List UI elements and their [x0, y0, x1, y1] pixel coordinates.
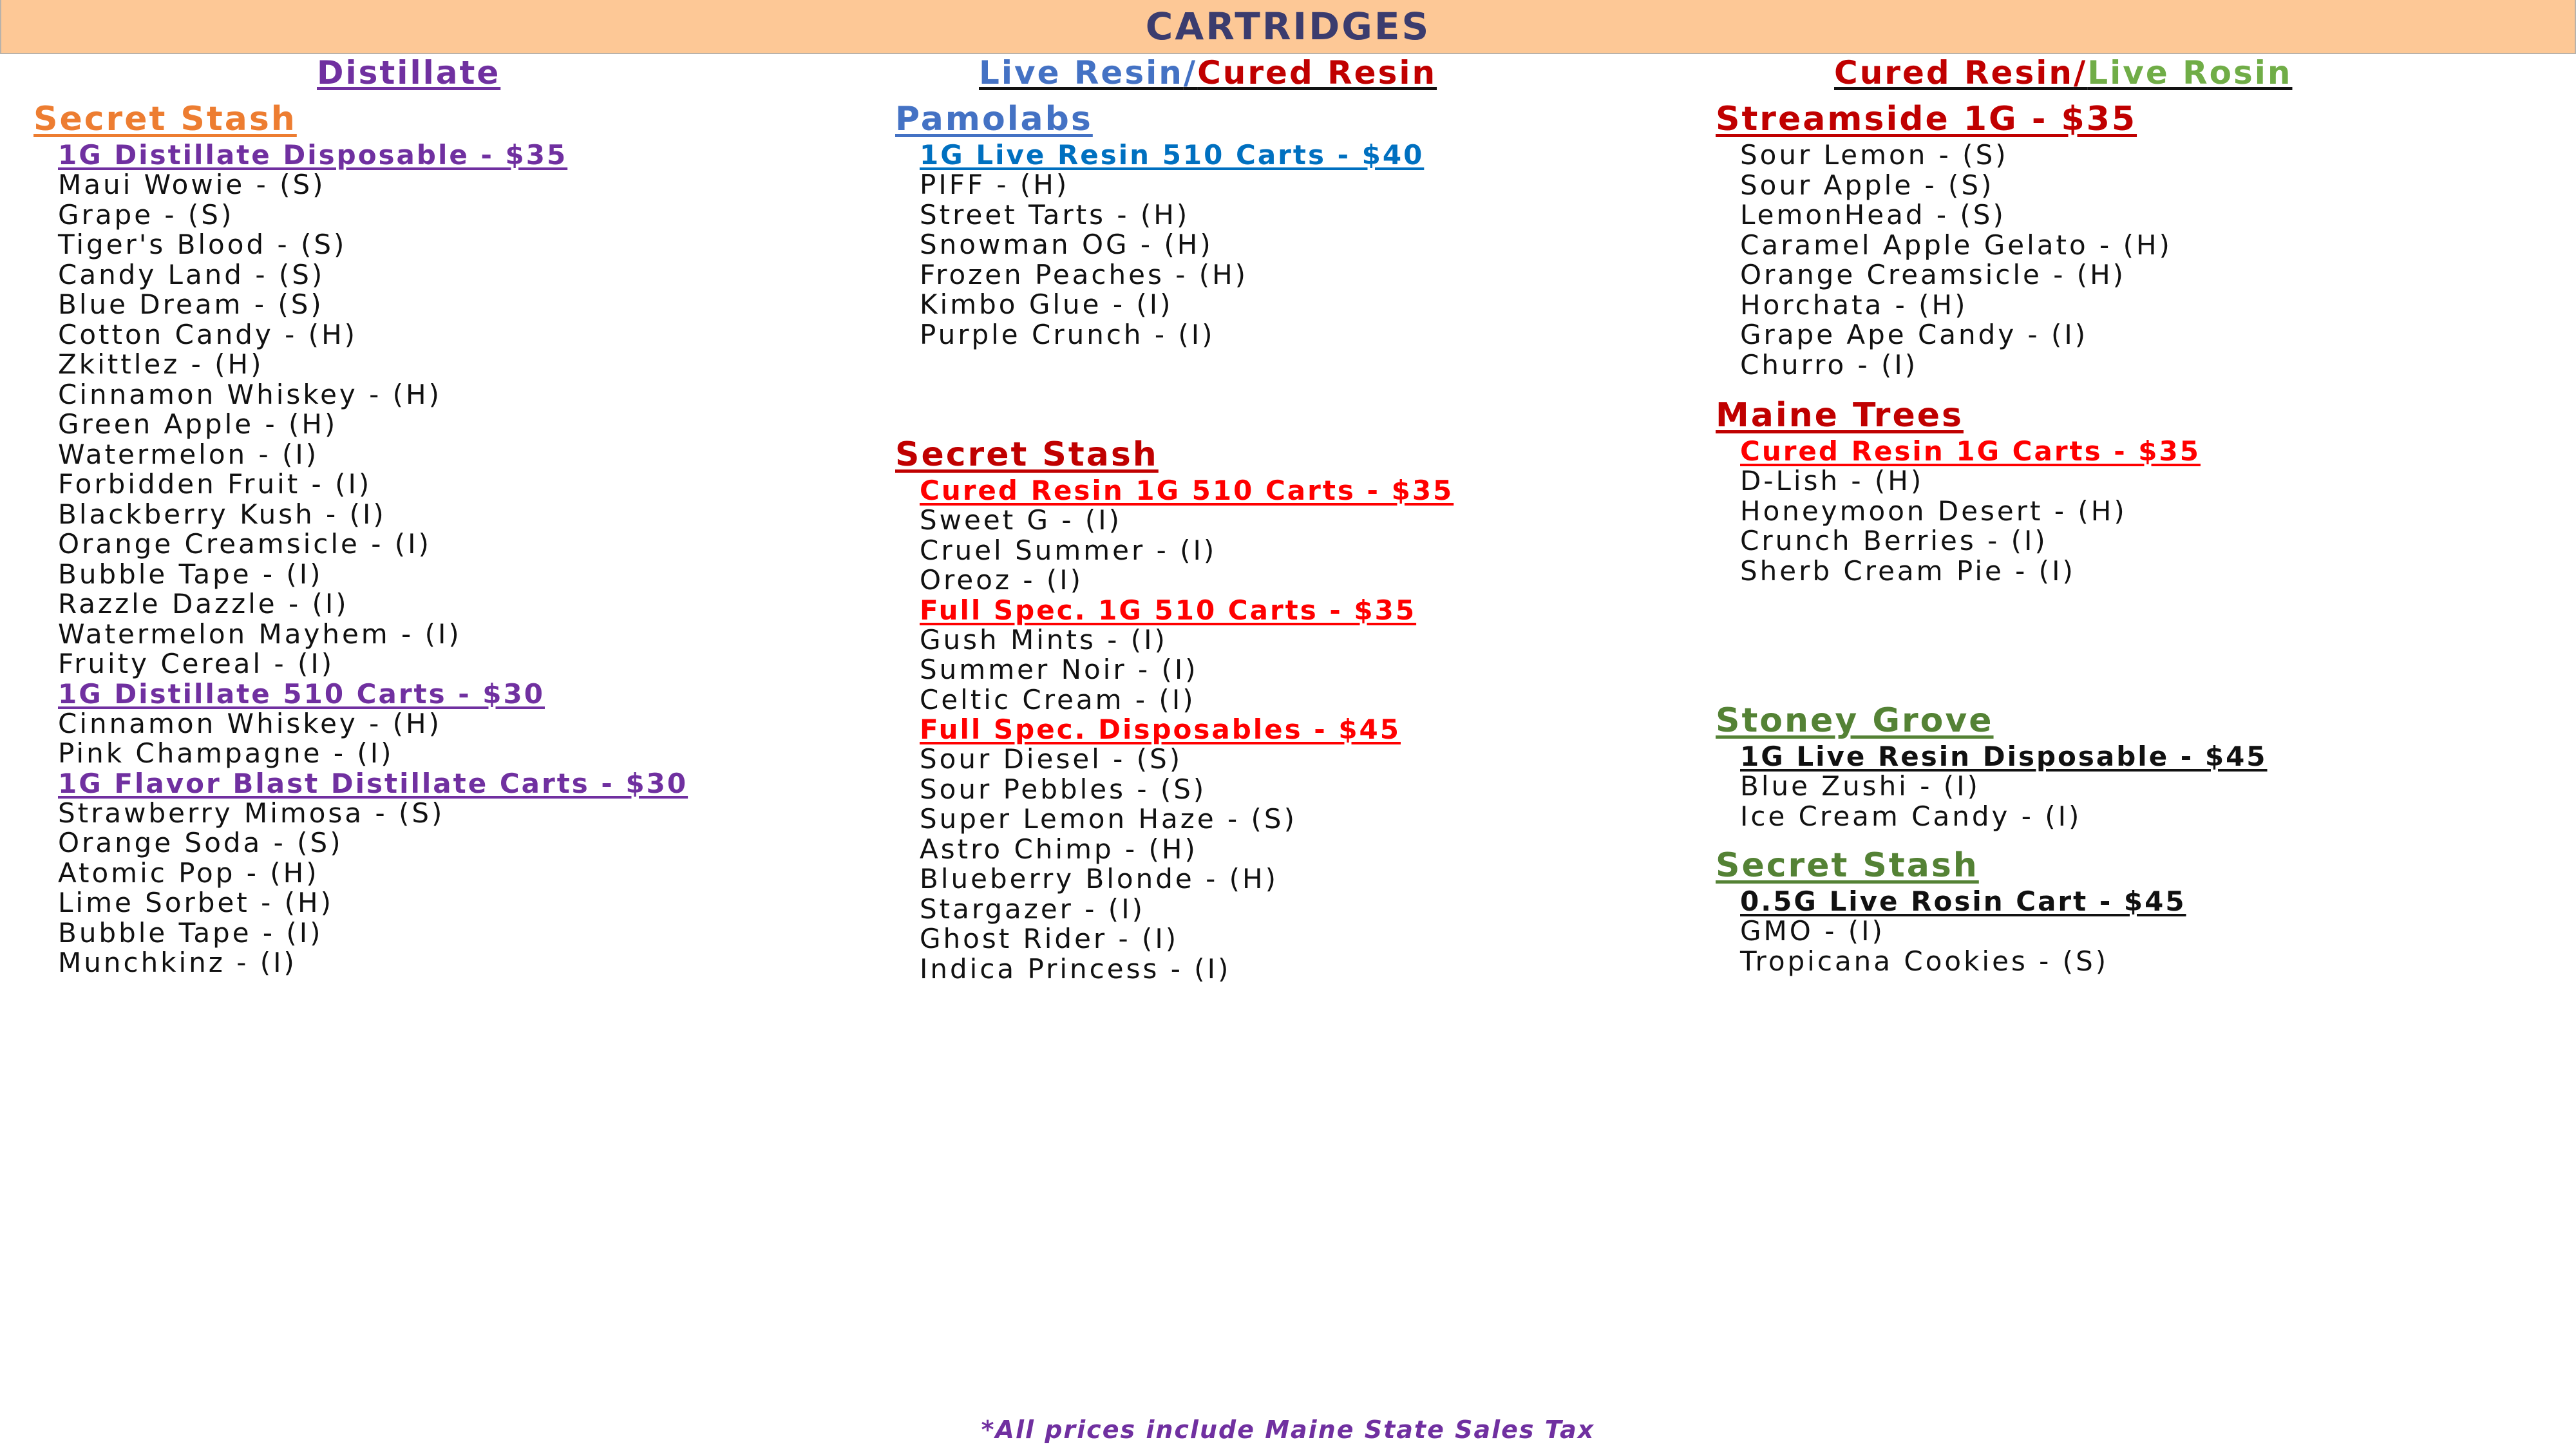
strain-list-item: Watermelon Mayhem - (I): [58, 618, 462, 650]
strain-list-item: Kimbo Glue - (I): [920, 289, 1173, 320]
strain-list-item: Ghost Rider - (I): [920, 923, 1179, 954]
brand-secret-stash: Secret Stash: [33, 100, 297, 138]
product-heading: 1G Distillate 510 Carts - $30: [58, 677, 545, 710]
strain-list-item: Munchkinz - (I): [58, 947, 297, 978]
strain-list-item: Orange Creamsicle - (I): [58, 528, 431, 560]
strain-list-item: Cinnamon Whiskey - (H): [58, 378, 442, 410]
strain-list-item: Purple Crunch - (I): [920, 318, 1215, 350]
strain-list-item: Grape Ape Candy - (I): [1740, 319, 2088, 350]
strain-list-item: Astro Chimp - (H): [920, 833, 1198, 865]
strain-list-item: Strawberry Mimosa - (S): [58, 797, 445, 829]
strain-list-item: Caramel Apple Gelato - (H): [1740, 229, 2172, 261]
product-heading: 1G Flavor Blast Distillate Carts - $30: [58, 767, 688, 799]
strain-list-item: Orange Soda - (S): [58, 827, 343, 858]
strain-list-item: Ice Cream Candy - (I): [1740, 800, 2082, 832]
strain-list-item: LemonHead - (S): [1740, 199, 2006, 231]
strain-list-item: Gush Mints - (I): [920, 623, 1168, 656]
strain-list-item: Orange Creamsicle - (H): [1740, 259, 2126, 290]
strain-list-item: Sour Apple - (S): [1740, 169, 1994, 201]
strain-list-item: Celtic Cream - (I): [920, 683, 1196, 715]
strain-list-item: PIFF - (H): [920, 169, 1070, 200]
heading-cured-resin: Cured Resin: [1197, 54, 1437, 91]
live-resin-column: [895, 98, 1454, 984]
strain-list-item: Sour Pebbles - (S): [920, 773, 1207, 805]
cured-resin-column: [1716, 98, 2268, 976]
strain-list-item: Cotton Candy - (H): [58, 318, 358, 350]
strain-list-item: Sour Lemon - (S): [1740, 139, 2009, 171]
strain-list-item: Razzle Dazzle - (I): [58, 588, 349, 620]
product-heading: 1G Live Resin Disposable - $45: [1740, 741, 2268, 772]
product-heading: Full Spec. Disposables - $45: [920, 714, 1401, 745]
strain-list-item: Maui Wowie - (S): [58, 169, 326, 200]
product-heading: Full Spec. 1G 510 Carts - $35: [920, 594, 1417, 626]
product-heading: Cured Resin 1G 510 Carts - $35: [920, 475, 1454, 506]
strain-list-item: Indica Princess - (I): [920, 952, 1231, 985]
brand-stoney-grove: Stoney Grove: [1716, 701, 1994, 740]
strain-list-item: Pink Champagne - (I): [58, 737, 394, 769]
brand-maine-trees: Maine Trees: [1716, 396, 1964, 435]
column-heading-live-cured-resin: [979, 54, 1437, 91]
distillate-column: [33, 98, 688, 978]
strain-list-item: Stargazer - (I): [920, 893, 1145, 925]
strain-list-item: Bubble Tape - (I): [58, 558, 323, 590]
strain-list-item: Atomic Pop - (H): [58, 857, 319, 889]
strain-list-item: Cinnamon Whiskey - (H): [58, 707, 442, 739]
strain-list-item: Watermelon - (I): [58, 438, 319, 470]
heading-live-resin: Live Resin: [979, 54, 1184, 91]
strain-list-item: Green Apple - (H): [58, 408, 338, 440]
strain-list-item: Cruel Summer - (I): [920, 534, 1217, 566]
page-title: CARTRIDGES: [1145, 5, 1431, 48]
product-heading: 1G Live Resin 510 Carts - $40: [920, 139, 1425, 171]
strain-list-item: GMO - (I): [1740, 915, 1885, 947]
strain-list-item: Sour Diesel - (S): [920, 743, 1183, 775]
strain-list-item: Super Lemon Haze - (S): [920, 803, 1297, 835]
column-heading-cured-resin-live-rosin: [1834, 54, 2293, 91]
strain-list-item: D-Lish - (H): [1740, 465, 1924, 497]
strain-list-item: Tiger's Blood - (S): [58, 229, 347, 260]
strain-list-item: Crunch Berries - (I): [1740, 525, 2048, 556]
strain-list-item: Tropicana Cookies - (S): [1740, 945, 2109, 977]
strain-list-item: Blackberry Kush - (I): [58, 498, 386, 530]
product-heading: Cured Resin 1G Carts - $35: [1740, 435, 2201, 467]
column-heading-distillate: Distillate: [317, 54, 501, 91]
heading-cured-resin: Cured Resin: [1834, 54, 2074, 91]
tax-footnote: *All prices include Maine State Sales Tax: [981, 1416, 1595, 1444]
strain-list-item: Grape - (S): [58, 198, 234, 231]
strain-list-item: Forbidden Fruit - (I): [58, 468, 372, 500]
strain-list-item: Blueberry Blonde - (H): [920, 863, 1278, 895]
heading-separator: /: [1183, 54, 1198, 91]
strain-list-item: Fruity Cereal - (I): [58, 648, 335, 679]
heading-live-rosin: Live Rosin: [2087, 54, 2293, 91]
strain-list-item: Sherb Cream Pie - (I): [1740, 554, 2076, 587]
strain-list-item: Candy Land - (S): [58, 258, 325, 290]
strain-list-item: Street Tarts - (H): [920, 198, 1190, 231]
brand-secret-stash: Secret Stash: [1716, 846, 1979, 885]
brand-pamolabs: Pamolabs: [895, 100, 1093, 138]
brand-secret-stash: Secret Stash: [895, 435, 1159, 474]
strain-list-item: Blue Zushi - (I): [1740, 770, 1980, 802]
strain-list-item: Horchata - (H): [1740, 289, 1968, 321]
product-heading: 1G Distillate Disposable - $35: [58, 139, 568, 171]
strain-list-item: Lime Sorbet - (H): [58, 887, 334, 918]
title-banner: [0, 0, 2576, 54]
strain-list-item: Honeymoon Desert - (H): [1740, 495, 2127, 527]
strain-list-item: Snowman OG - (H): [920, 229, 1213, 260]
strain-list-item: Sweet G - (I): [920, 504, 1122, 536]
product-heading: 0.5G Live Rosin Cart - $45: [1740, 886, 2186, 917]
strain-list-item: Blue Dream - (S): [58, 289, 324, 320]
strain-list-item: Churro - (I): [1740, 348, 1918, 381]
strain-list-item: Zkittlez - (H): [58, 348, 264, 380]
strain-list-item: Oreoz - (I): [920, 564, 1083, 596]
heading-separator: /: [2073, 54, 2088, 91]
strain-list-item: Frozen Peaches - (H): [920, 258, 1249, 290]
brand-streamside: Streamside 1G - $35: [1716, 100, 2137, 138]
strain-list-item: Bubble Tape - (I): [58, 916, 323, 949]
strain-list-item: Summer Noir - (I): [920, 654, 1198, 685]
